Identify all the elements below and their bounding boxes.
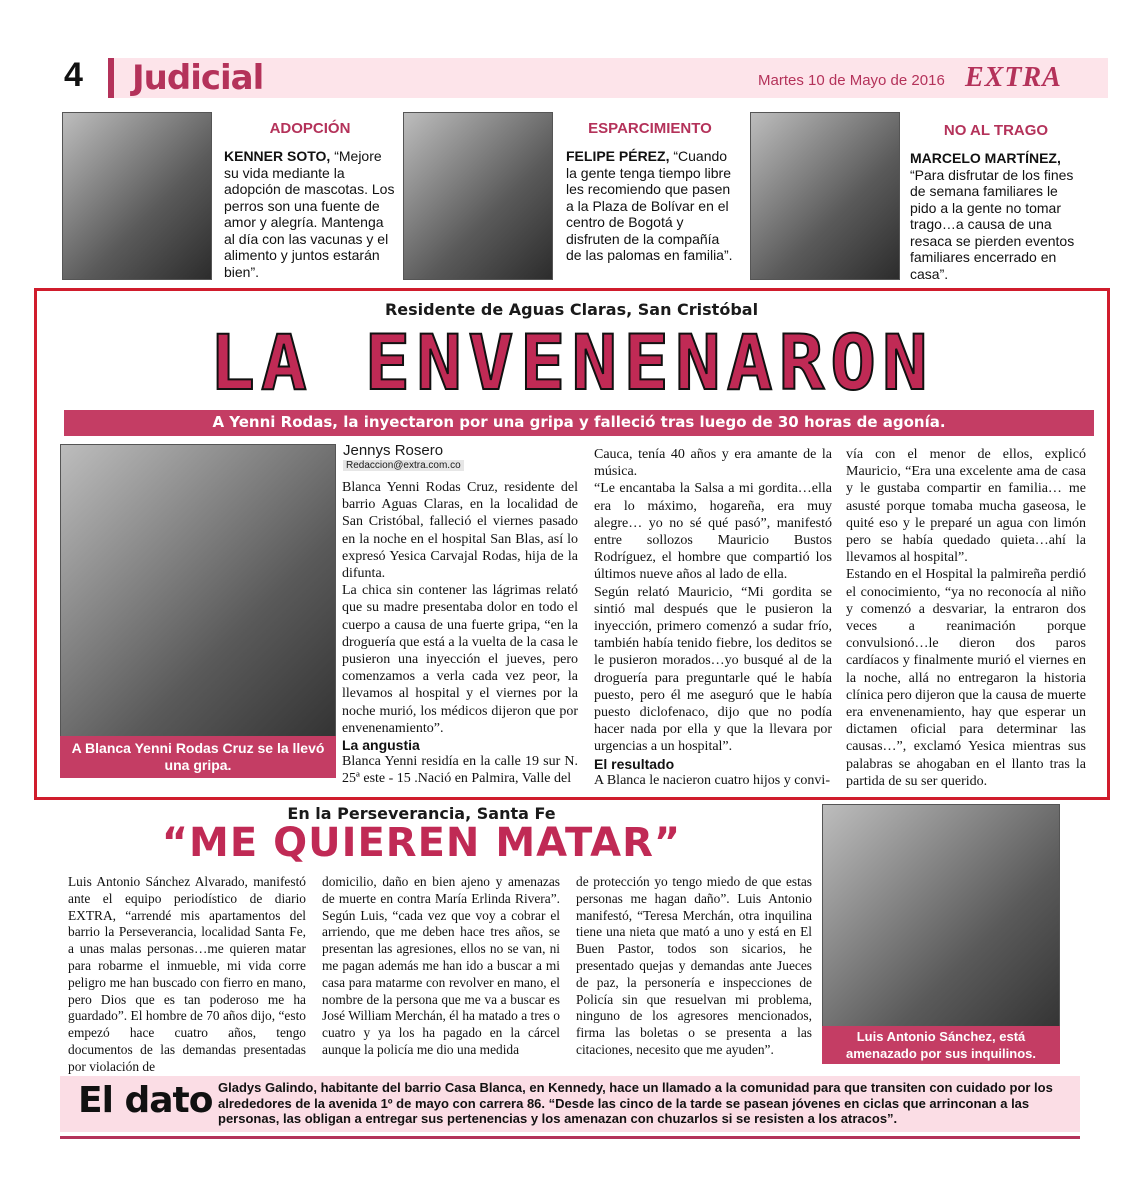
opinion-text: KENNER SOTO, “Mejore su vida mediante la adopción de mascotas. Los perros son una fuente de amor y alegría. Mantenga al día con las vacunas y el alimento y juntos estarán bien”. <box>224 148 395 280</box>
opinion-title: NO AL TRAGO <box>943 122 1049 139</box>
dato-label: El dato <box>78 1080 213 1121</box>
story-subhead: A Yenni Rodas, la inyectaron por una gripa y falleció tras luego de 30 horas de agonía. <box>212 413 946 431</box>
paragraph: “Le encantaba la Salsa a mi gordita…ella era lo máximo, hogareña, era muy alegre… yo no sé qué pasó”, manifestó entre sollozos Mauricio Bustos Rodríguez, el hombre que compartió los últimos nueve años al lado de ella. <box>594 481 832 583</box>
section-title: Judicial <box>132 58 264 98</box>
story2-column-1: Luis Antonio Sánchez Alvarado, manifestó ante el equipo periodístico de diario EXTRA, “arrendé mis apartamentos del barrio la Perseverancia, localidad Santa Fe, a unas malas personas…me quieren matar para robarme el inmueble, mi vida corre peligro me han buscado con fierro en mano, pero Dios que es tan poderoso me ha guardado”. El hombre de 70 años dijo, “esto empezó hace cuatro años, tengo documentos de las demandas presentadas por violación de <box>68 874 306 1074</box>
opinion-text: FELIPE PÉREZ, “Cuando la gente tenga tiempo libre les recomiendo que pasen a la Plaza de Bolívar en el centro de Bogotá y disfruten de la compañía de las palomas en familia”. <box>566 148 733 263</box>
bottom-rule <box>60 1136 1080 1139</box>
section-subtitle: El resultado <box>594 755 675 772</box>
story2-column-2: domicilio, daño en bien ajeno y amenazas de muerte en contra María Erlinda Rivera”. Según Luis, “cada vez que voy a cobrar el arriendo, que me deben hace tres años, se presentan las agresiones, ellos no se van, ni me pagan además me han ido a buscar a mi casa para matarme con revolver en mano, el nombre de la persona que me va a buscar es José William Merchán, él ha matado a tres o cuatro y ya los ha pagado en la cárcel aunque la policía me dio una medida <box>322 874 560 1057</box>
story-headline: LA ENVENENARON <box>209 318 934 407</box>
opinion-title: ESPARCIMIENTO <box>588 120 712 137</box>
story2-column-3: de protección yo tengo miedo de que estas personas me hagan daño”. Luis Antonio manifestó, “Teresa Merchán, otra inquilina tiene una nieta que mató a uno y está en El Buen Pastor, todos son sicarios, he presentado quejas y demandas ante Jueces de paz, la personería e inspecciones de Policía sin que resuelvan mi problema, ninguno de los agresores mencionados, firma las boletas o se presenta a las citaciones, necesito que me ayuden”. <box>576 874 812 1057</box>
opinion-title: ADOPCIÓN <box>269 120 351 137</box>
story2-kicker: En la Perseverancia, Santa Fe <box>287 804 556 823</box>
story-photo <box>60 444 336 778</box>
byline-email: Redaccion@extra.com.co <box>343 460 464 471</box>
paragraph: Blanca Yenni residía en la calle 19 sur N. 25ª este - 15 .Nació en Palmira, Valle del <box>342 754 578 787</box>
story-column-1 <box>342 479 578 787</box>
page-number: 4 <box>64 56 83 94</box>
story2-headline: “ME QUIEREN MATAR” <box>161 820 682 866</box>
opinion-photo-kenner <box>62 112 212 280</box>
opinion-text: MARCELO MARTÍNEZ, “Para disfrutar de los fines de semana familiares le pido a la gente no tomar trago…a causa de una resaca se pierden eventos familiares encerrado en casa”. <box>910 150 1075 282</box>
paragraph: A Blanca le nacieron cuatro hijos y convi- <box>594 772 830 788</box>
section-subtitle: La angustia <box>342 737 420 754</box>
opinion-photo-felipe <box>403 112 553 280</box>
paragraph: La chica sin contener las lágrimas relató que su madre presentaba dolor en todo el cuerpo a causa de una fuerte gripa, “en la droguería que está a la vuelta de la casa le pusieron una inyección el jueves, pero comenzamos a verla cada vez peor, la llevamos al hospital y el viernes por la noche murió, los médicos dijeron que por envenenamiento”. <box>342 583 578 736</box>
paragraph: Cauca, tenía 40 años y era amante de la música. <box>594 447 832 480</box>
newspaper-logo: EXTRA <box>965 62 1062 93</box>
paragraph: vía con el menor de ellos, explicó Mauricio, “Era una excelente ama de casa y le gustaba compartir en familia… me asusté porque tomaba mucha gaseosa, le quité eso y le preparé un agua con limón pero se había quedado quieta…ahí la llevamos al hospital”. <box>846 447 1086 566</box>
story-kicker: Residente de Aguas Claras, San Cristóbal <box>384 300 759 319</box>
paragraph: Según relató Mauricio, “Mi gordita se sintió mal después que le pusieron la inyección, primero comenzó a sudar frío, también había tenido fiebre, los deditos se le pusieron morados…yo busqué al de la droguería para preguntarle qué le había puesto, pero él me aseguró que le había puesto diclofenaco, dijo que no podía hacer nada por ella y que la llevara por urgencias a un hospital”. <box>594 584 832 755</box>
opinion-photo-marcelo <box>750 112 900 280</box>
story-column-2 <box>594 446 832 789</box>
story2-photo-caption: Luis Antonio Sánchez, está amenazado por sus inquilinos. <box>822 1026 1060 1064</box>
story2-photo <box>822 804 1060 1064</box>
issue-date: Martes 10 de Mayo de 2016 <box>758 72 945 89</box>
dato-text: Gladys Galindo, habitante del barrio Casa Blanca, en Kennedy, hace un llamado a la comunidad para que transiten con cuidado por los alrededores de la avenida 1º de mayo con carrera 86. “Desde las cinco de la tarde se pasean jóvenes en ciclas que arrinconan a las personas, las obligan a entregar sus pertenencias y los amenazan con chuzarlos si se resisten a los atracos”. <box>218 1080 1053 1126</box>
paragraph: Estando en el Hospital la palmireña perdió el conocimiento, “ya no reconocía al niño y comenzó a desvariar, la entraron dos veces a reanimación porque convulsionó…le dieron dos paros cardíacos y finalmente murió el viernes en la noche, allá no entregaron la historia clínica pero dijeron que la causa de muerte era envenenamiento, hay que esperar un dictamen oficial para determinar las causas…”, exclamó Yesica mientras sus palabras se ahogaban en el llanto tras la partida de su ser querido. <box>846 567 1086 789</box>
photo-caption: A Blanca Yenni Rodas Cruz se la llevó una gripa. <box>60 736 336 778</box>
byline: Jennys Rosero <box>343 442 444 459</box>
paragraph: Blanca Yenni Rodas Cruz, residente del barrio Aguas Claras, en la localidad de San Cristóbal, falleció el viernes pasado en la noche en el hospital San Blas, así lo expresó Yesica Carvajal Rodas, hija de la difunta. <box>342 480 578 582</box>
story-column-3 <box>846 446 1086 790</box>
